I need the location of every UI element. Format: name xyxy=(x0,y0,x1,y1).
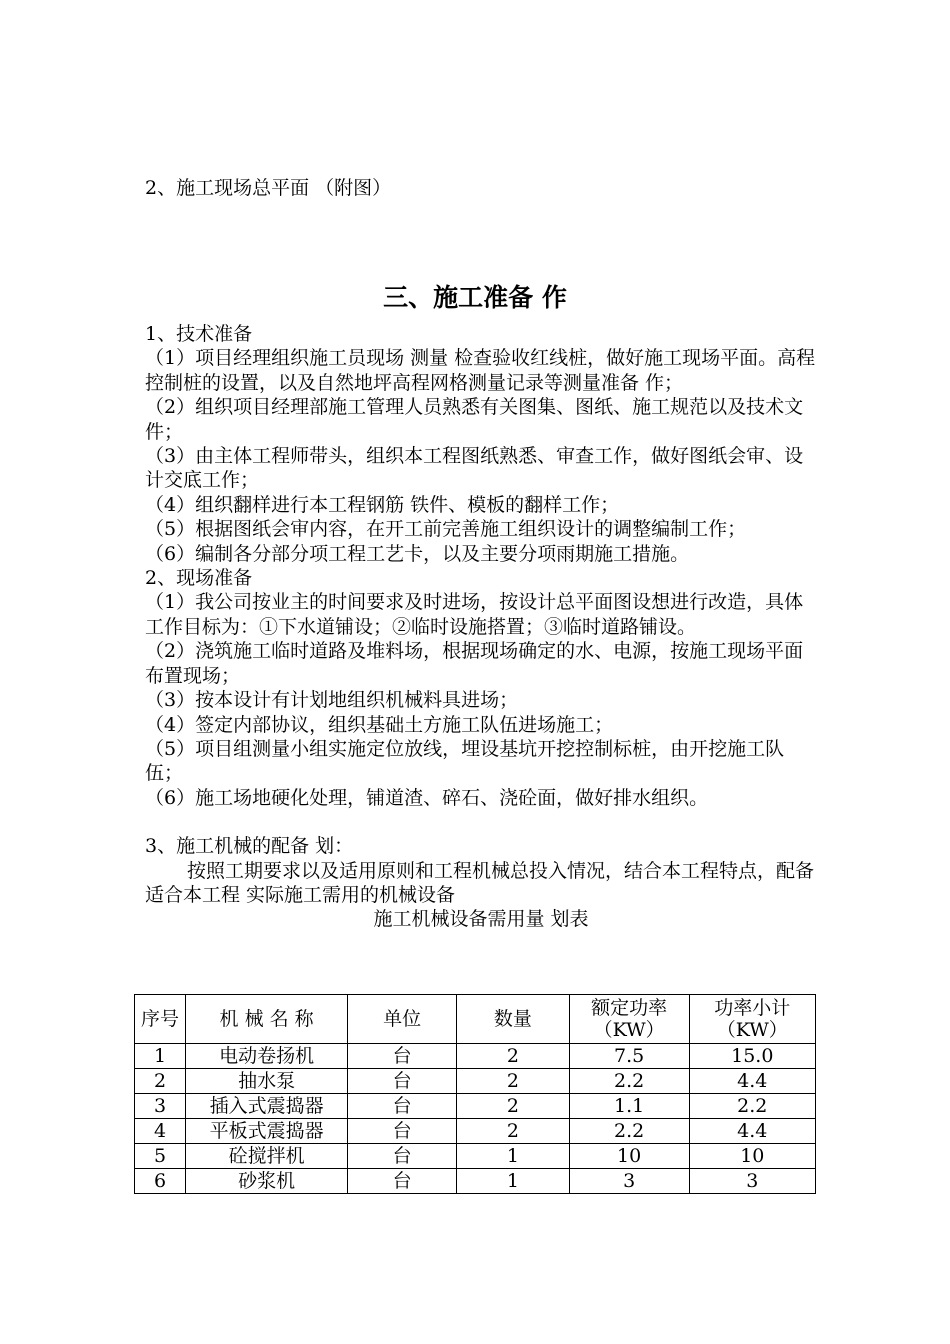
attachment-line: 2、施工现场总平面 （附图） xyxy=(145,177,392,199)
cell-rated-power: 10 xyxy=(569,1144,689,1169)
table-row xyxy=(135,1044,816,1069)
cell-qty: 2 xyxy=(457,1044,570,1069)
paragraph: （1）项目经理组织施工员现场 测量 检查验收红线桩，做好施工现场平面。高程控制桩的设置，以及自然地坪高程网格测量记录等测量准备 作； xyxy=(145,347,816,394)
cell-subtotal-power: 10 xyxy=(689,1144,815,1169)
cell-qty: 1 xyxy=(457,1169,570,1194)
cell-rated-power: 2.2 xyxy=(569,1119,689,1144)
cell-rated-power: 1.1 xyxy=(569,1094,689,1119)
cell-no: 5 xyxy=(135,1144,186,1169)
paragraph: （5）项目组测量小组实施定位放线，埋设基坑开挖控制标桩，由开挖施工队伍； xyxy=(145,737,785,785)
cell-subtotal-power: 15.0 xyxy=(689,1044,815,1069)
cell-no: 2 xyxy=(135,1069,186,1094)
cell-no: 6 xyxy=(135,1169,186,1194)
cell-subtotal-power: 3 xyxy=(689,1169,815,1194)
paragraph: （6）施工场地硬化处理，铺道渣、碎石、浇砼面，做好排水组织。 xyxy=(145,786,709,809)
header-qty: 数量 xyxy=(457,995,570,1044)
table-row xyxy=(135,1169,816,1194)
cell-no: 3 xyxy=(135,1094,186,1119)
subheading-technical-prep: 1、技术准备 xyxy=(145,323,253,345)
cell-subtotal-power: 4.4 xyxy=(689,1069,815,1094)
header-no: 序号 xyxy=(135,995,186,1044)
cell-qty: 1 xyxy=(457,1144,570,1169)
cell-no: 1 xyxy=(135,1044,186,1069)
cell-rated-power: 2.2 xyxy=(569,1069,689,1094)
cell-rated-power: 7.5 xyxy=(569,1044,689,1069)
table-caption: 施工机械设备需用量 划表 xyxy=(373,908,589,931)
subheading-machinery: 3、施工机械的配备 划： xyxy=(145,835,354,858)
paragraph: （1）我公司按业主的时间要求及时进场，按设计总平面图设想进行改造，具体工作目标为：①下水道铺设；②临时设施搭置；③临时道路铺设。 xyxy=(145,591,804,638)
spacer xyxy=(145,810,817,834)
table-row xyxy=(135,1069,816,1094)
cell-qty: 2 xyxy=(457,1094,570,1119)
paragraph: （4）签定内部协议，组织基础土方施工队伍进场施工； xyxy=(145,713,614,736)
header-unit: 单位 xyxy=(348,995,457,1044)
table-row xyxy=(135,1144,816,1169)
cell-name: 砼搅拌机 xyxy=(186,1144,348,1169)
table-row xyxy=(135,1094,816,1119)
cell-unit: 台 xyxy=(348,1069,457,1094)
paragraph: （6）编制各分部分项工程工艺卡，以及主要分项雨期施工措施。 xyxy=(145,542,690,565)
cell-qty: 2 xyxy=(457,1069,570,1094)
table-header-row xyxy=(135,995,816,1044)
cell-subtotal-power: 2.2 xyxy=(689,1094,815,1119)
section-title: 三、施工准备 作 xyxy=(383,283,567,312)
paragraph: （3）由主体工程师带头，组织本工程图纸熟悉、审查工作，做好图纸会审、设计交底工作； xyxy=(145,445,804,492)
cell-name: 插入式震捣器 xyxy=(186,1094,348,1119)
cell-qty: 2 xyxy=(457,1119,570,1144)
machinery-intro: 按照工期要求以及适用原则和工程机械总投入情况，结合本工程特点，配备适合本工程 实际施工需用的机械设备 xyxy=(145,859,815,906)
header-rated-power: 额定功率（KW） xyxy=(569,995,689,1044)
cell-subtotal-power: 4.4 xyxy=(689,1119,815,1144)
paragraph: （2）组织项目经理部施工管理人员熟悉有关图集、图纸、施工规范以及技术文件； xyxy=(145,396,804,443)
header-name: 机 械 名 称 xyxy=(186,995,348,1044)
cell-unit: 台 xyxy=(348,1094,457,1119)
paragraph: （5）根据图纸会审内容，在开工前完善施工组织设计的调整编制工作； xyxy=(145,518,747,541)
cell-unit: 台 xyxy=(348,1044,457,1069)
cell-name: 砂浆机 xyxy=(186,1169,348,1194)
cell-name: 平板式震捣器 xyxy=(186,1119,348,1144)
paragraph: （2）浇筑施工临时道路及堆料场，根据现场确定的水、电源，按施工现场平面布置现场； xyxy=(145,640,804,687)
equipment-table xyxy=(134,994,816,1194)
body-text xyxy=(145,322,817,932)
paragraph: （4）组织翻样进行本工程钢筋 铁件、模板的翻样工作； xyxy=(145,493,620,516)
cell-unit: 台 xyxy=(348,1119,457,1144)
paragraph: （3）按本设计有计划地组织机械料具进场； xyxy=(145,689,519,712)
subheading-site-prep: 2、现场准备 xyxy=(145,567,253,590)
table-row xyxy=(135,1119,816,1144)
cell-rated-power: 3 xyxy=(569,1169,689,1194)
cell-no: 4 xyxy=(135,1119,186,1144)
header-subtotal-power: 功率小计（KW） xyxy=(689,995,815,1044)
cell-name: 抽水泵 xyxy=(186,1069,348,1094)
cell-unit: 台 xyxy=(348,1144,457,1169)
cell-unit: 台 xyxy=(348,1169,457,1194)
cell-name: 电动卷扬机 xyxy=(186,1044,348,1069)
